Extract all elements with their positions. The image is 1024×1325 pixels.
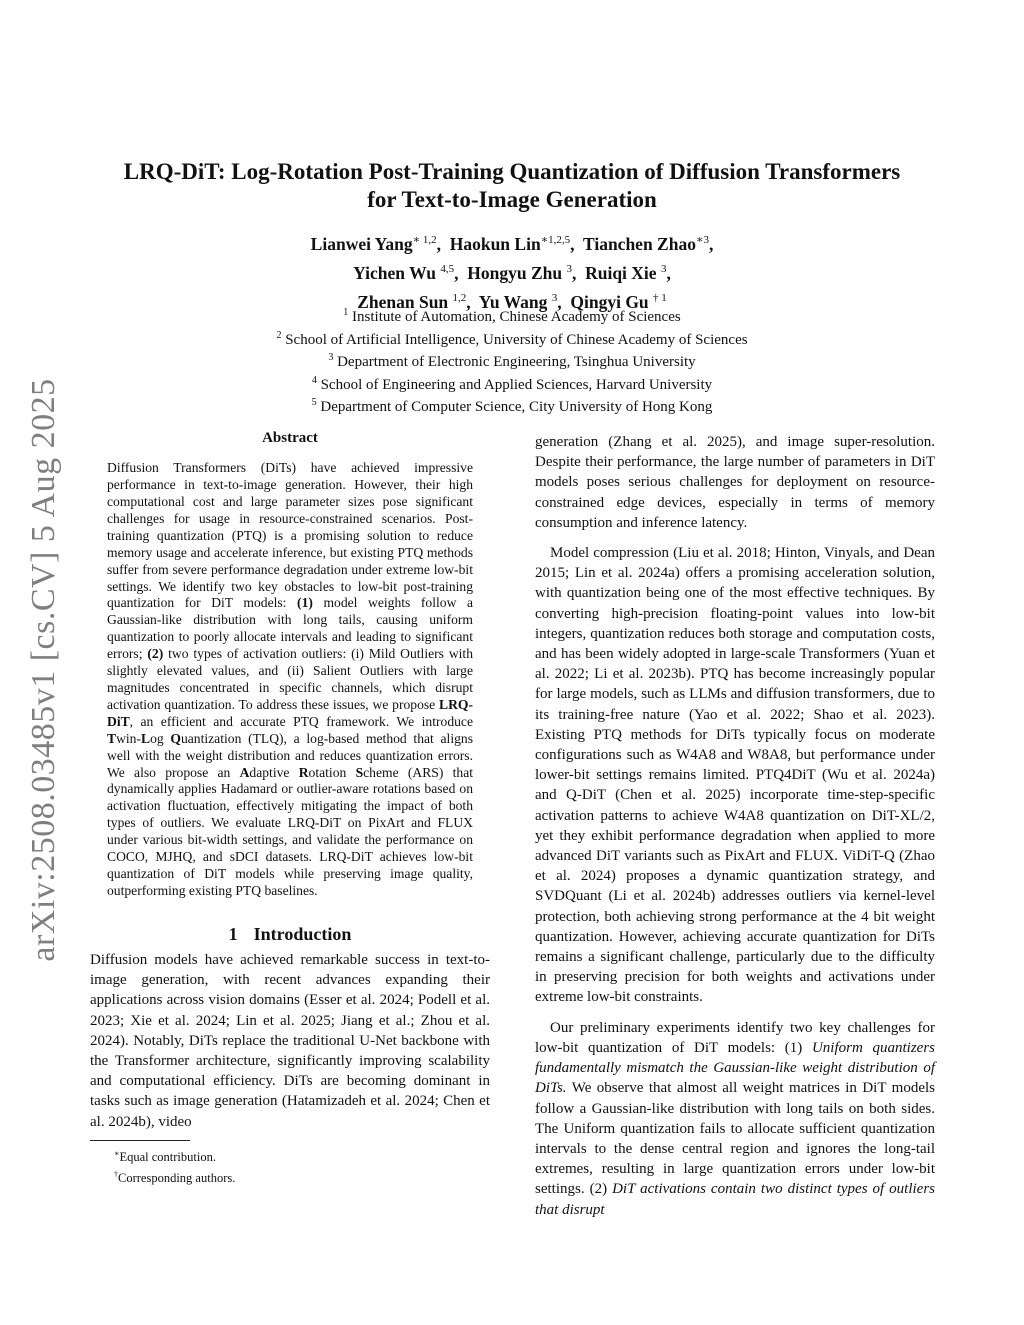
author-name: Hongyu Zhu	[467, 262, 563, 283]
left-column	[90, 428, 490, 1187]
affiliation	[90, 394, 934, 417]
author-marks: 1,2	[452, 291, 467, 304]
affiliation-text: Institute of Automation, Chinese Academy of Sciences	[352, 309, 681, 325]
affiliation-text: School of Artificial Intelligence, University of Chinese Academy of Sciences	[285, 331, 748, 348]
author-marks: 3	[551, 291, 558, 304]
section-heading-introduction	[90, 924, 490, 944]
body-text: Our preliminary experiments identify two key challenges for low-bit quantization of DiT models: (1)	[535, 1019, 935, 1056]
author-name: Yu Wang	[478, 291, 548, 312]
affiliation-text: School of Engineering and Applied Sciences, Harvard University	[320, 376, 713, 393]
affiliation-number: 5	[311, 397, 317, 408]
abstract-text: cheme (ARS) that dynamically applies Hadamard or outlier-aware rotations based on activation fluctuation, effectively mitigating the impact of both types of outliers. We evaluate LRQ-DiT on PixArt and FLUX under various bit-width settings, and validate the performance on COCO, MJHQ, and sDCI datasets. LRQ-DiT achieves low-bit quantization of DiT models while preserving image quality, outperforming existing PTQ baselines.	[107, 764, 474, 898]
abstract-bold: T	[107, 730, 117, 746]
author-marks: ∗1,2,5	[540, 234, 571, 246]
footnote-divider	[90, 1140, 190, 1141]
body-paragraph: generation (Zhang et al. 2025), and image super-resolution. Despite their performance, the large number of parameters in DiT models poses serious challenges for deployment on resource-constrained edge devices, especially in terms of memory consumption and inference latency.	[535, 434, 935, 531]
footnote-text: Corresponding authors.	[118, 1171, 236, 1186]
author-marks: 3	[660, 262, 667, 275]
body-text: We observe that almost all weight matrices in DiT models follow a Gaussian-like distribution with long tails on both sides. The Uniform quantization fails to allocate sufficient quantization intervals to the dense central region and ignores the long-tail extremes, resulting in large quantization errors under low-bit settings. (2)	[535, 1080, 935, 1198]
abstract-text: Diffusion Transformers (DiTs) have achieved impressive performance in text-to-image generation. However, their high computational cost and large parameter sizes pose significant challenges for usage in resource-constrained scenarios. Post-training quantization (PTQ) is a promising solution to reduce memory usage and accelerate inference, but existing PTQ methods suffer from severe performance degradation under extreme low-bit settings. We identify two key obstacles to low-bit post-training quantization for DiT models:	[107, 460, 473, 611]
author-name: Zhenan Sun	[357, 291, 449, 312]
abstract-bold: L	[141, 730, 151, 746]
abstract-bold: (1)	[297, 595, 313, 611]
author-line-2: Yichen Wu $^{4,5}$, Hongyu Zhu $^3$, Ruiqi Xie $^3$,	[353, 262, 671, 283]
affiliation	[90, 372, 934, 395]
title-line-1: LRQ-DiT: Log-Rotation Post-Training Quantization of Diffusion Transformers	[123, 159, 901, 184]
abstract-text: otation	[308, 764, 356, 780]
affiliation-list	[90, 304, 934, 417]
abstract-bold: (2)	[147, 646, 164, 662]
abstract-body	[107, 460, 473, 900]
abstract-text: uantization (TLQ), a log-based method that aligns well with the weight distribution and reduces quantization errors. We also propose an	[107, 730, 473, 780]
title-line-2: for Text-to-Image Generation	[367, 187, 657, 212]
abstract-bold: LRQ-DiT	[107, 696, 473, 729]
author-list	[90, 228, 934, 314]
abstract-text: model weights follow a Gaussian-like distribution with long tails, causing uniform quantization to poorly allocate intervals and leading to significant errors;	[107, 595, 473, 662]
footnote-mark: ∗	[114, 1148, 120, 1158]
footnote-mark: †	[114, 1169, 118, 1179]
body-italic: DiT activations contain two distinct types of outliers that disrupt	[535, 1181, 936, 1218]
abstract-heading: Abstract	[262, 430, 318, 446]
paper-title	[90, 158, 934, 214]
section-title: Introduction	[253, 923, 352, 944]
affiliation	[90, 327, 934, 350]
footnote-text: Equal contribution.	[119, 1149, 216, 1164]
author-marks: † 1	[653, 291, 667, 304]
author-name: Yichen Wu	[353, 262, 436, 283]
author-marks: ∗3	[695, 234, 709, 246]
author-name: Haokun Lin	[449, 233, 541, 254]
arxiv-identifier: arXiv:2508.03485v1 [cs.CV] 5 Aug 2025	[25, 378, 62, 962]
author-line-3: Zhenan Sun $^{1,2}$, Yu Wang $^3$, Qingyi Gu $^{\dagger 1}$	[357, 291, 667, 312]
author-name: Tianchen Zhao	[582, 233, 696, 254]
author-name: Qingyi Gu	[570, 291, 649, 312]
author-line-1: Lianwei Yang$^{∗ 1,2}$, Haokun Lin$^{∗1,2,5}$, Tianchen Zhao$^{∗3}$,	[310, 233, 714, 254]
introduction-paragraph: Diffusion models have achieved remarkable success in text-to-image generation, with recent advances expanding their applications across vision domains (Esser et al. 2024; Podell et al. 2023; Xie et al. 2024; Lin et al. 2025; Jiang et al.; Zhou et al. 2024). Notably, DiTs replace the traditional U-Net backbone with the Transformer architecture, significantly improving scalability and computational efficiency. DiTs are becoming dominant in tasks such as image generation (Hatamizadeh et al. 2024; Chen et al. 2024b), video	[90, 951, 490, 1130]
affiliation-text: Department of Computer Science, City University of Hong Kong	[320, 399, 713, 415]
abstract-text: , an efficient and accurate PTQ framework. We introduce	[129, 713, 473, 729]
affiliation-number: 1	[343, 307, 349, 318]
affiliation-number: 2	[276, 329, 282, 341]
right-column	[535, 432, 935, 1220]
affiliation-text: Department of Electronic Engineering, Tsinghua University	[337, 354, 696, 370]
affiliation	[90, 304, 934, 327]
body-paragraph: Model compression (Liu et al. 2018; Hinton, Vinyals, and Dean 2015; Lin et al. 2024a) offers a promising acceleration solution, with quantization being one of the most effective techniques. By converting high-precision floating-point values into low-bit integers, quantization reduces both storage and computation costs, and has been widely adopted in large-scale Transformers (Yuan et al. 2022; Li et al. 2023b). PTQ has become increasingly popular for large models, such as LLMs and diffusion transformers, due to its training-free nature (Yao et al. 2022; Shao et al. 2023). Existing PTQ methods for DiTs typically focus on moderate configurations such as W4A8 and W8A8, but performance under lower-bit settings remains limited. PTQ4DiT (Wu et al. 2024a) and Q-DiT (Chen et al. 2025) incorporate time-step-specific activation patterns to achieve W4A8 quantization on DiT-XL/2, yet they exhibit performance degradation when applied to more advanced DiT variants such as PixArt and FLUX. ViDiT-Q (Zhao et al. 2024) proposes a dynamic quantization strategy, and SVDQuant (Li et al. 2024b) addresses outliers via kernel-level protection, both achieving strong performance at the 4 bit weight quantization. However, achieving accurate quantization for DiTs remains a significant challenge, particularly due to the difficulty in preserving precision for both weights and activations under extreme low-bit constraints.	[535, 545, 935, 1006]
body-italic: Uniform quantizers fundamentally mismatch the Gaussian-like weight distribution of DiTs.	[535, 1039, 935, 1097]
author-name: Lianwei Yang	[310, 233, 413, 254]
author-marks: 4,5	[440, 262, 455, 275]
abstract-bold: A	[239, 764, 250, 780]
footnote	[90, 1145, 490, 1166]
abstract-text: og	[150, 730, 171, 746]
footnote	[90, 1166, 490, 1187]
abstract-bold: R	[298, 764, 309, 780]
section-number: 1	[228, 923, 238, 944]
affiliation	[90, 349, 934, 372]
abstract-text: win-	[116, 730, 141, 746]
affiliation-number: 3	[328, 352, 334, 363]
abstract-bold: S	[355, 764, 364, 780]
author-name: Ruiqi Xie	[585, 262, 657, 283]
affiliation-number: 4	[311, 374, 317, 386]
author-marks: ∗ 1,2	[412, 234, 437, 246]
abstract-text: daptive	[249, 764, 299, 780]
arxiv-stamp	[14, 380, 74, 960]
body-paragraph	[535, 1018, 935, 1220]
abstract-text: two types of activation outliers: (i) Mild Outliers with slightly elevated values, and (ii) Salient Outliers with large magnitudes concentrated in specific channels, which disrupt activation quantization. To address these issues, we propose	[107, 646, 473, 712]
abstract-bold: Q	[170, 730, 181, 746]
author-marks: 3	[566, 262, 572, 275]
